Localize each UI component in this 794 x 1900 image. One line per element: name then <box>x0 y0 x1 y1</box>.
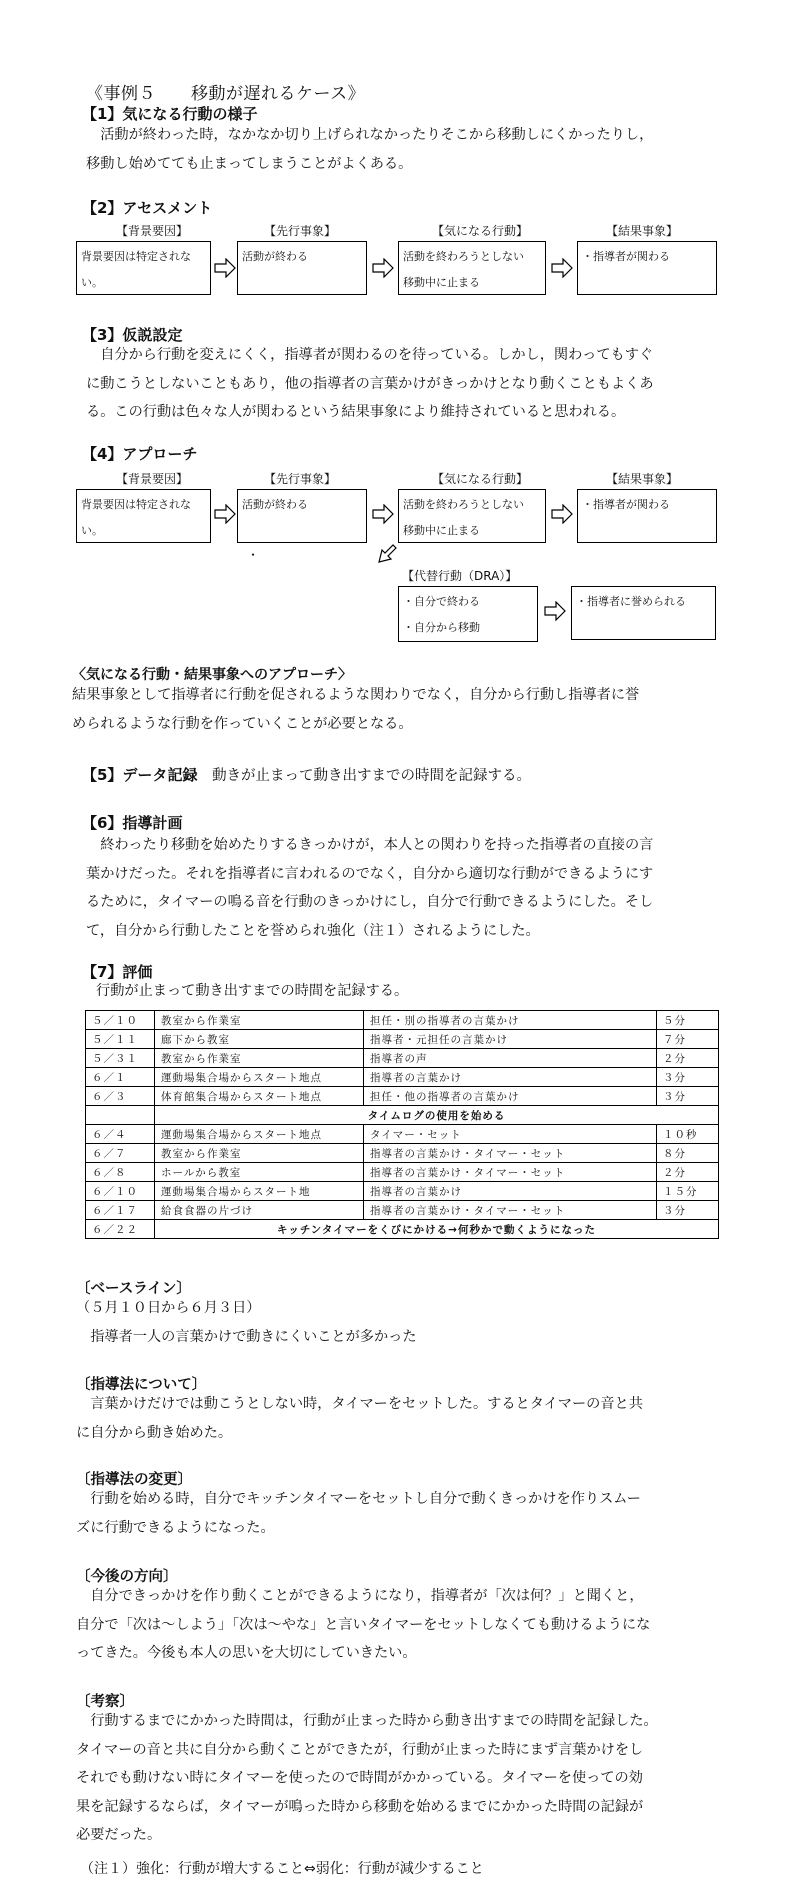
paragraph-line: 行動を始める時，自分でキッチンタイマーをセットし自分で動くきっかけを作りスムー <box>76 1491 641 1507</box>
section-2-heading: 【2】アセスメント <box>82 199 213 217</box>
table-cell-note: タイムログの使用を始める <box>155 1106 719 1125</box>
box-line: 活動を終わろうとしない <box>403 250 524 263</box>
table-cell-route: 体育館集合場からスタート地点 <box>155 1087 364 1106</box>
table-cell-time: ５分 <box>657 1011 719 1030</box>
box-line: 活動を終わろうとしない <box>403 498 524 511</box>
table-cell-date: ６／３ <box>86 1087 155 1106</box>
paragraph-line: められるような行動を作っていくことが必要となる。 <box>72 715 413 732</box>
right-arrow-icon <box>544 601 566 621</box>
paragraph-line: ってきた。今後も本人の思いを大切にしていきたい。 <box>76 1645 417 1661</box>
table-row <box>86 1011 719 1030</box>
paragraph-line: るために，タイマーの鳴る音を行動のきっかけにし，自分で行動できるようにした。そし <box>86 894 654 910</box>
right-arrow-icon <box>551 258 573 278</box>
box-line: 活動が終わる <box>242 498 308 511</box>
table-cell-prompt: 指導者の言葉かけ・タイマー・セット <box>364 1201 657 1220</box>
table-row <box>86 1030 719 1049</box>
table-row <box>86 1182 719 1201</box>
table-cell-time: ２分 <box>657 1049 719 1068</box>
section-6-body <box>86 831 736 945</box>
section-1-heading: 【1】気になる行動の様子 <box>82 105 258 123</box>
table-cell-time: ２分 <box>657 1163 719 1182</box>
table-cell-route: 運動場集合場からスタート地点 <box>155 1068 364 1087</box>
table-cell-date: ６／１ <box>86 1068 155 1087</box>
table-cell-route: 廊下から教室 <box>155 1030 364 1049</box>
box-line: い。 <box>81 276 103 289</box>
table-row <box>86 1201 719 1220</box>
paragraph-line: に自分から動き始めた。 <box>76 1424 233 1441</box>
table-cell-time: ３分 <box>657 1087 719 1106</box>
flow-box-antecedent <box>237 241 367 295</box>
paragraph-line: 自分から行動を変えにくく，指導者が関わるのを待っている。しかし，関わってもすぐ <box>86 347 654 363</box>
box-line: ・指導者が関わる <box>582 498 670 511</box>
paragraph-line: タイマーの音と共に自分から動くことができたが，行動が止まった時にまず言葉かけをし <box>76 1741 644 1758</box>
box-line: ・指導者に誉められる <box>576 595 686 608</box>
flow-box-consequence <box>577 489 717 543</box>
table-cell-route: 運動場集合場からスタート地 <box>155 1182 364 1201</box>
right-arrow-icon <box>214 258 236 278</box>
footnote: （注１）強化：行動が増大すること⇔弱化：行動が減少すること <box>80 1861 484 1877</box>
paragraph-line: 移動し始めてても止まってしまうことがよくある。 <box>86 155 413 172</box>
approach-body <box>72 681 722 738</box>
right-arrow-icon <box>372 504 394 524</box>
flow-box-background <box>76 241 211 295</box>
table-row <box>86 1163 719 1182</box>
label-background: 【背景要因】 <box>115 472 188 486</box>
table-cell-prompt: 担任・別の指導者の言葉かけ <box>364 1011 657 1030</box>
box-line: ・指導者が関わる <box>582 250 670 263</box>
paragraph-line: （５月１０日から６月３日） <box>76 1300 261 1316</box>
table-cell-prompt: 指導者・元担任の言葉かけ <box>364 1030 657 1049</box>
paragraph-line: に動こうとしないこともあり，他の指導者の言葉かけがきっかけとなり動くこともよくあ <box>86 375 654 392</box>
section-7-text: 行動が止まって動き出すまでの時間を記録する。 <box>96 983 409 999</box>
right-arrow-icon <box>551 504 573 524</box>
table-cell-time: ３分 <box>657 1201 719 1220</box>
discussion-body <box>76 1707 726 1850</box>
section-3-heading: 【3】仮説設定 <box>82 326 183 344</box>
box-line: 活動が終わる <box>242 250 308 263</box>
box-line: 背景要因は特定されな <box>81 498 191 511</box>
table-cell-route: 教室から作業室 <box>155 1011 364 1030</box>
paragraph-line: 葉かけだった。それを指導者に言われるのでなく，自分から適切な行動ができるようにす <box>86 865 654 882</box>
right-arrow-icon <box>372 258 394 278</box>
approach-heading: 〈気になる行動・結果事象へのアプローチ〉 <box>72 667 352 683</box>
flow-box-consequence <box>577 241 717 295</box>
box-line: 背景要因は特定されな <box>81 250 191 263</box>
table-cell-date: ５／３１ <box>86 1049 155 1068</box>
box-line: 移動中に止まる <box>403 524 480 537</box>
time-log-table <box>85 1010 719 1239</box>
label-background: 【背景要因】 <box>115 224 188 238</box>
table-cell-prompt: 担任・他の指導者の言葉かけ <box>364 1087 657 1106</box>
label-antecedent: 【先行事象】 <box>263 472 336 486</box>
table-row <box>86 1106 719 1125</box>
box-line: ・自分から移動 <box>403 621 480 634</box>
section-7-heading: 【7】評価 <box>82 963 153 981</box>
label-consequence: 【結果事象】 <box>605 472 678 486</box>
table-cell-date: ６／２２ <box>86 1220 155 1239</box>
table-cell-prompt: 指導者の言葉かけ・タイマー・セット <box>364 1144 657 1163</box>
paragraph-line: 終わったり移動を始めたりするきっかけが，本人との関わりを持った指導者の直接の言 <box>86 837 654 853</box>
section-1-body <box>86 121 736 178</box>
right-arrow-icon <box>214 504 236 524</box>
table-row <box>86 1068 719 1087</box>
discussion-heading: 〔考察〕 <box>76 1694 134 1710</box>
section-4-heading: 【4】アプローチ <box>82 445 198 463</box>
section-5 <box>82 764 531 785</box>
label-consequence: 【結果事象】 <box>605 224 678 238</box>
page-title: 《事例５ 移動が遅れるケース》 <box>86 84 366 104</box>
flow-box-background <box>76 489 211 543</box>
table-cell-route: ホールから教室 <box>155 1163 364 1182</box>
box-line: ・自分で終わる <box>403 595 480 608</box>
section-6-heading: 【6】指導計画 <box>82 814 183 832</box>
table-cell-date: ６／４ <box>86 1125 155 1144</box>
table-cell-date: ５／１０ <box>86 1011 155 1030</box>
table-cell-date: ６／７ <box>86 1144 155 1163</box>
table-cell-route: 給食食器の片づけ <box>155 1201 364 1220</box>
section-5-text: 動きが止まって動き出すまでの時間を記録する。 <box>212 768 532 784</box>
paragraph-line: 自分で「次は～しよう」「次は～やな」と言いタイマーをセットしなくても動けるようにな <box>76 1616 651 1633</box>
box-line: い。 <box>81 524 103 537</box>
table-cell-time: １５分 <box>657 1182 719 1201</box>
future-body <box>76 1582 726 1668</box>
table-cell-prompt: 指導者の言葉かけ・タイマー・セット <box>364 1163 657 1182</box>
label-behavior: 【気になる行動】 <box>431 224 528 238</box>
table-cell-time: ８分 <box>657 1144 719 1163</box>
table-row <box>86 1125 719 1144</box>
table-cell-route: 運動場集合場からスタート地点 <box>155 1125 364 1144</box>
baseline-heading: 〔ベースライン〕 <box>76 1281 191 1297</box>
section-3-body <box>86 341 736 427</box>
paragraph-line: 必要だった。 <box>76 1827 162 1843</box>
paragraph-line: 結果事象として指導者に行動を促されるような関わりでなく，自分から行動し指導者に誉 <box>72 687 640 703</box>
section-5-heading: 【5】データ記録 <box>82 766 198 784</box>
table-cell-time: ７分 <box>657 1030 719 1049</box>
table-cell-date: ６／８ <box>86 1163 155 1182</box>
table-row <box>86 1087 719 1106</box>
paragraph-line: て，自分から行動したことを誉められ強化（注１）されるようにした。 <box>86 922 540 939</box>
table-row <box>86 1049 719 1068</box>
table-cell-date: ６／１７ <box>86 1201 155 1220</box>
paragraph-line: 活動が終わった時，なかなか切り上げられなかったりそこから移動しにくかったりし， <box>86 127 654 143</box>
baseline-body <box>76 1294 726 1351</box>
table-cell-date <box>86 1106 155 1125</box>
paragraph-line: 自分できっかけを作り動くことができるようになり，指導者が「次は何？」と聞くと， <box>76 1588 644 1604</box>
paragraph-line: 果を記録するならば，タイマーが鳴った時から移動を始めるまでにかかった時間の記録が <box>76 1798 644 1815</box>
table-cell-prompt: タイマー・セット <box>364 1125 657 1144</box>
box-line: 移動中に止まる <box>403 276 480 289</box>
down-left-arrow-icon <box>376 542 398 564</box>
label-antecedent: 【先行事象】 <box>263 224 336 238</box>
label-dra: 【代替行動（DRA）】 <box>402 569 518 583</box>
table-row <box>86 1220 719 1239</box>
table-cell-date: ６／１０ <box>86 1182 155 1201</box>
paragraph-line: それでも動けない時にタイマーを使ったので時間がかかっている。タイマーを使っての効 <box>76 1770 643 1786</box>
method-body <box>76 1390 726 1447</box>
future-heading: 〔今後の方向〕 <box>76 1569 178 1585</box>
table-cell-prompt: 指導者の声 <box>364 1049 657 1068</box>
label-behavior: 【気になる行動】 <box>431 472 528 486</box>
table-row <box>86 1144 719 1163</box>
paragraph-line: 指導者一人の言葉かけで動きにくいことが多かった <box>76 1328 417 1345</box>
flow-box-behavior <box>398 241 546 295</box>
table-cell-note: キッチンタイマーをくびにかける→何秒かで動くようになった <box>155 1220 719 1239</box>
table-cell-prompt: 指導者の言葉かけ <box>364 1068 657 1087</box>
table-cell-date: ５／１１ <box>86 1030 155 1049</box>
flow-box-dra <box>398 586 538 642</box>
method-heading: 〔指導法について〕 <box>76 1377 207 1393</box>
paragraph-line: る。この行動は色々な人が関わるという結果事象により維持されていると思われる。 <box>86 404 626 420</box>
flow-box-dra-result <box>571 586 716 640</box>
table-cell-time: １０秒 <box>657 1125 719 1144</box>
table-cell-prompt: 指導者の言葉かけ <box>364 1182 657 1201</box>
dot-mark: ・ <box>247 548 260 562</box>
table-cell-route: 教室から作業室 <box>155 1049 364 1068</box>
table-cell-time: ３分 <box>657 1068 719 1087</box>
paragraph-line: ズに行動できるようになった。 <box>76 1519 275 1536</box>
table-cell-route: 教室から作業室 <box>155 1144 364 1163</box>
change-body <box>76 1485 726 1542</box>
change-heading: 〔指導法の変更〕 <box>76 1472 192 1488</box>
flow-box-behavior <box>398 489 546 543</box>
flow-box-antecedent <box>237 489 367 543</box>
paragraph-line: 行動するまでにかかった時間は，行動が止まった時から動き出すまでの時間を記録した。 <box>76 1713 658 1729</box>
paragraph-line: 言葉かけだけでは動こうとしない時，タイマーをセットした。するとタイマーの音と共 <box>76 1396 643 1412</box>
